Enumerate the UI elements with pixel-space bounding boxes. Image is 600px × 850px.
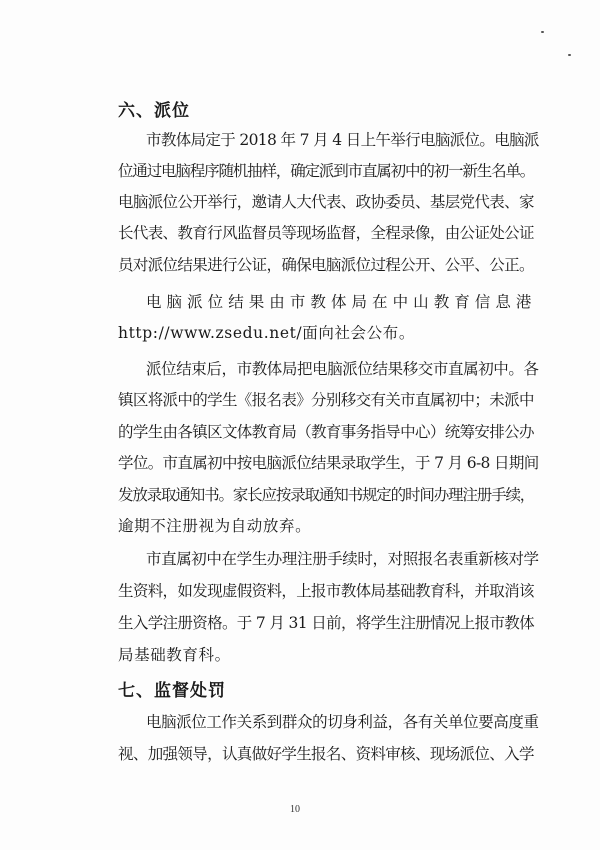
- paragraph-line: 视、加强领导，认真做好学生报名、资料审核、现场派位、入学: [118, 745, 534, 763]
- paragraph-line: 电脑派位工作关系到群众的切身利益，各有关单位要高度重: [146, 713, 539, 731]
- paragraph-line: 市教体局定于 2018 年 7 月 4 日上午举行电脑派位。电脑派: [146, 131, 539, 149]
- paragraph-line: 的学生由各镇区文体教育局（教育事务指导中心）统筹安排公办: [118, 423, 534, 441]
- paragraph-line: 市直属初中在学生办理注册手续时，对照报名表重新核对学: [146, 550, 539, 568]
- paragraph-line: 局基础教育科。: [118, 646, 231, 664]
- paragraph-line: http://www.zsedu.net/面向社会公布。: [118, 324, 415, 342]
- paragraph-line: 发放录取通知书。家长应按录取通知书规定的时间办理注册手续，: [118, 486, 535, 504]
- paragraph-line: 生资料，如发现虚假资料，上报市教体局基础教育科，并取消该: [118, 582, 534, 600]
- scan-speck: [541, 31, 544, 33]
- paragraph-line: 位通过电脑程序随机抽样，确定派到市直属初中的初一新生名单。: [118, 162, 535, 180]
- paragraph-line: 电脑派位结果由市教体局在中山教育信息港: [146, 293, 537, 311]
- paragraph-line: 员对派位结果进行公证，确保电脑派位过程公开、公平、公正。: [118, 256, 534, 274]
- section-heading-dispatch: 六、派位: [118, 101, 190, 121]
- paragraph-line: 镇区将派中的学生《报名表》分别移交有关市直属初中；未派中: [118, 391, 534, 409]
- scan-speck: [568, 54, 571, 56]
- paragraph-line: 电脑派位公开举行，邀请人大代表、政协委员、基层党代表、家: [118, 193, 534, 211]
- paragraph-line: 长代表、教育行风监督员等现场监督，全程录像，由公证处公证: [118, 224, 534, 242]
- paragraph-line: 生入学注册资格。于 7 月 31 日前，将学生注册情况上报市教体: [118, 614, 534, 632]
- paragraph-line: 派位结束后，市教体局把电脑派位结果移交市直属初中。各: [146, 360, 539, 378]
- section-heading-supervision: 七、监督处罚: [118, 681, 226, 701]
- paragraph-line: 学位。市直属初中按电脑派位结果录取学生，于 7 月 6-8 日期间: [118, 454, 539, 472]
- page-number: 10: [290, 804, 300, 815]
- paragraph-line: 逾期不注册视为自动放弃。: [118, 517, 312, 535]
